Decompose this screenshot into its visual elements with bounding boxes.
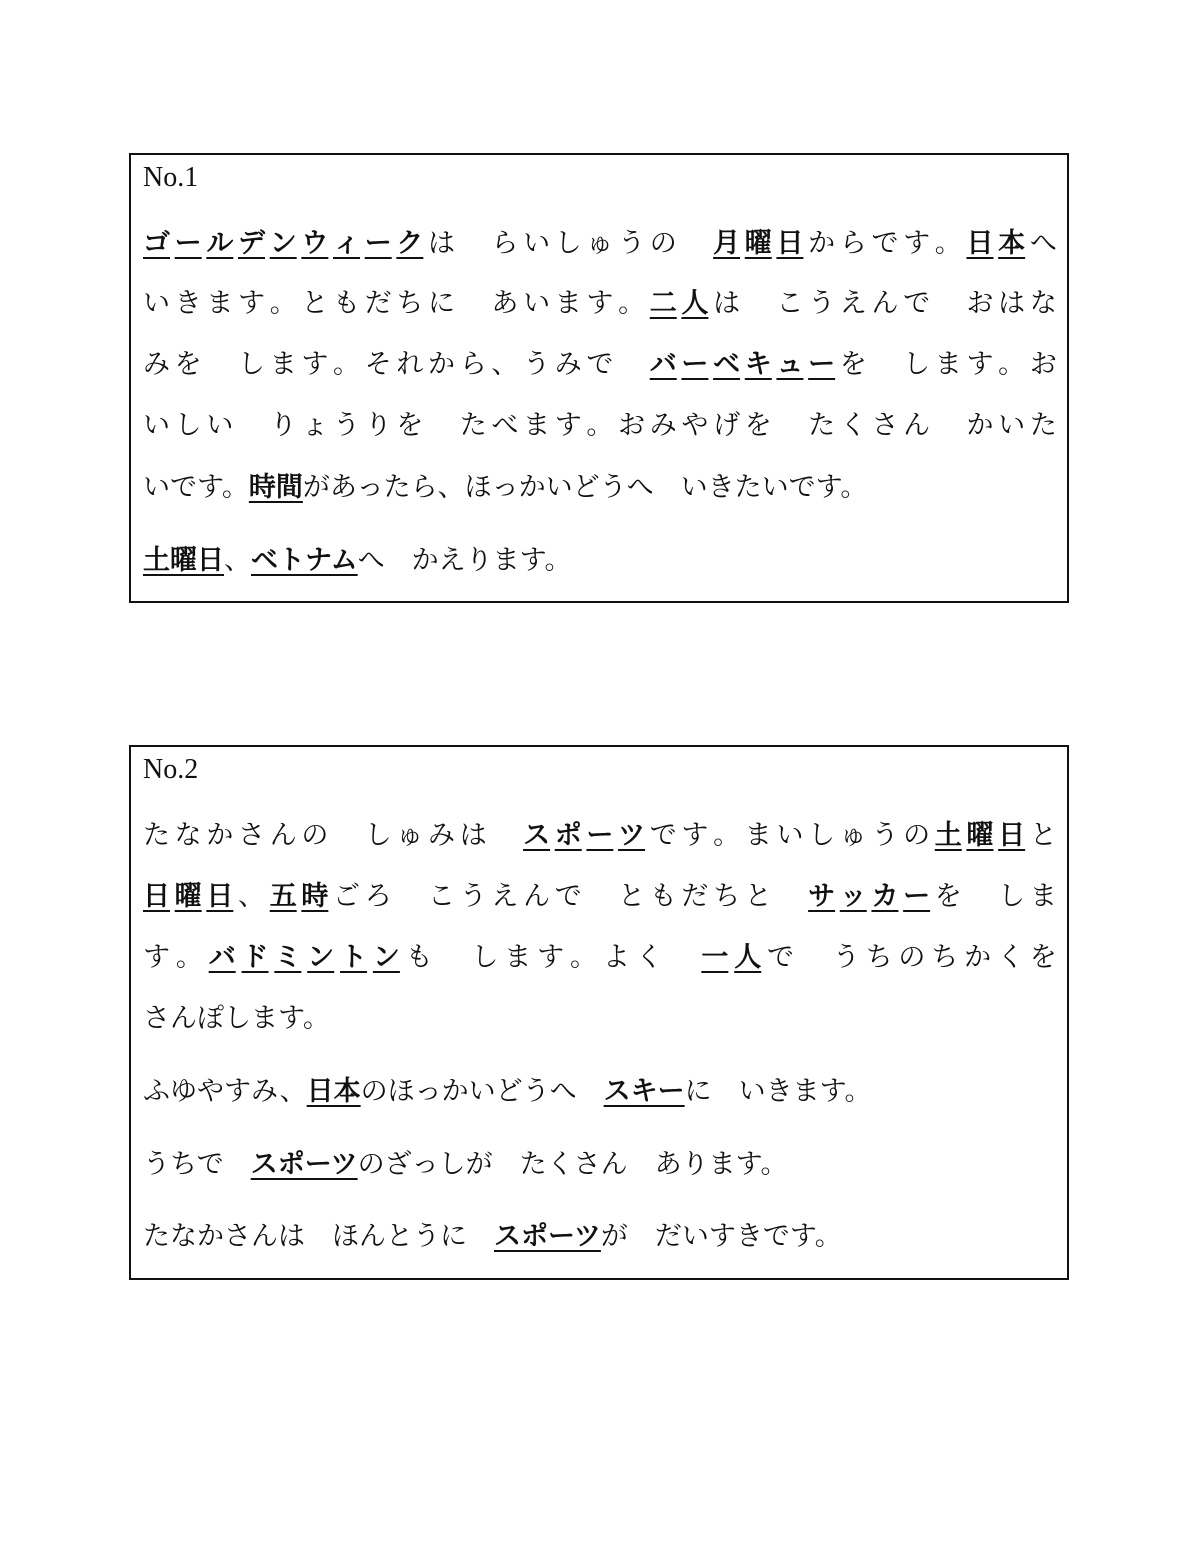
keyword: 時間 — [248, 472, 303, 503]
passage-line-7: たなかさんは ほんとうに スポーツが だいすきです。 — [143, 1221, 842, 1252]
keyword: 土曜日 — [143, 545, 224, 576]
keyword: ベトナム — [251, 545, 358, 576]
passage-line-6: うちで スポーツのざっしが たくさん あります。 — [143, 1149, 788, 1180]
passage-line-5: いです。時間があったら、ほっかいどうへ いきたいです。 — [143, 472, 868, 503]
passage-number: No.1 — [143, 162, 199, 193]
passage-line-4: い し い り ょ う り を た べ ま す 。 お み や げ を た く さ ん か い た — [143, 410, 1057, 441]
passage-line-2: い き ま す 。 と も だ ち に あ い ま す 。 二 人 は こ う え ん で お は な — [143, 288, 1057, 319]
passage-line-6: 土曜日、ベトナムへ かえります。 — [143, 545, 572, 576]
passage-number: No.2 — [143, 754, 199, 785]
passage-line-2: 日 曜 日 、 五 時 ご ろ こ う え ん で と も だ ち と サ ッ カ ー を し ま — [143, 881, 1057, 912]
passage-line-4: さんぽします。 — [143, 1003, 330, 1034]
passage-line-1: た な か さ ん の し ゅ み は ス ポ ー ツ で す 。 ま い し ゅ う の 土 曜 日 と — [143, 820, 1057, 851]
passage-line-1: ゴ ー ル デ ン ウ ィ ー ク は ら い し ゅ う の 月 曜 日 か ら で す 。 日 本 へ — [143, 228, 1057, 259]
passage-line-5: ふゆやすみ、日本のほっかいどうへ スキーに いきます。 — [143, 1076, 872, 1107]
keyword: スポーツ — [494, 1221, 601, 1252]
passage-line-3: み を し ま す 。 そ れ か ら 、 う み で バ ー ベ キ ュ ー を し ま す 。 お — [143, 349, 1057, 380]
keyword: スキー — [603, 1076, 685, 1107]
passage-box-1 — [129, 153, 1069, 603]
keyword: スポーツ — [250, 1149, 358, 1180]
passage-box-2 — [129, 745, 1069, 1280]
passage-line-3: す 。 バ ド ミ ン ト ン も し ま す 。 よ く 一 人 で う ち の ち か く を — [143, 942, 1057, 973]
keyword: 日本 — [306, 1076, 361, 1107]
